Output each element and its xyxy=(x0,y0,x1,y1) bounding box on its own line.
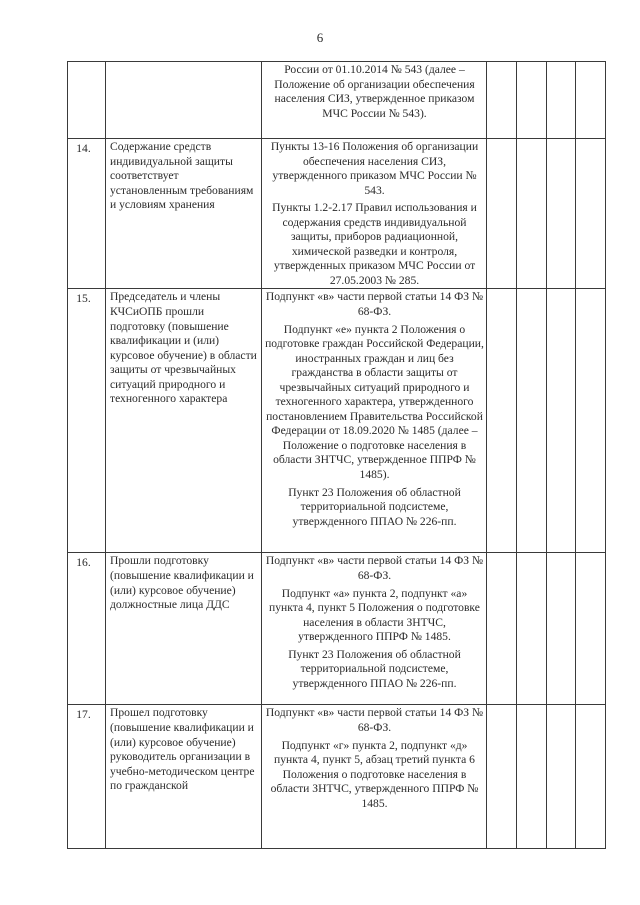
mark-cell[interactable] xyxy=(487,553,517,705)
checklist-table xyxy=(67,61,606,849)
references-cell xyxy=(262,139,487,289)
mark-cell[interactable] xyxy=(516,705,546,849)
mark-cell[interactable] xyxy=(576,289,606,553)
mark-cell[interactable] xyxy=(487,62,517,139)
mark-cell[interactable] xyxy=(576,62,606,139)
requirement-cell: Прошел подготовку (повышение квалификации и (или) курсовое обучение) руководитель организации в учебно-методическом центре по гражданской xyxy=(106,705,262,849)
reference-paragraph: Подпункт «г» пункта 2, подпункт «д» пункта 4, пункт 5, абзац третий пункта 6 Положения о подготовке населения в области ЗНТЧС, утвержденного ППРФ № 1485. xyxy=(270,738,479,810)
references-cell xyxy=(262,62,487,139)
row-number-cell: 17. xyxy=(68,705,106,849)
references-cell xyxy=(262,553,487,705)
mark-cell[interactable] xyxy=(546,62,576,139)
mark-cell[interactable] xyxy=(546,553,576,705)
mark-cell[interactable] xyxy=(576,553,606,705)
reference-paragraph: Пункт 23 Положения об областной территориальной подсистеме, утвержденного ППАО № 226-пп. xyxy=(288,647,461,690)
mark-cell[interactable] xyxy=(546,289,576,553)
table-row xyxy=(68,139,606,289)
table-row xyxy=(68,553,606,705)
table-row xyxy=(68,705,606,849)
reference-paragraph: Пункты 13-16 Положения об организации обеспечения населения СИЗ, утвержденного приказом МЧС России № 543. xyxy=(270,140,479,197)
requirement-cell: Председатель и члены КЧСиОПБ прошли подготовку (повышение квалификации и (или) курсовое обучение) в области защиты от чрезвычайных ситуаций природного и техногенного характера xyxy=(106,289,262,553)
row-number-cell: 16. xyxy=(68,553,106,705)
table-row xyxy=(68,289,606,553)
reference-paragraph: Подпункт «е» пункта 2 Положения о подготовке граждан Российской Федерации, иностранных граждан и лиц без гражданства в области защиты от чрезвычайных ситуаций природного и техногенного характера, утвержденного постановлением Правительства Российской Федерации от 18.09.2020 № 1485 (далее – Положение о подготовке населения в области ЗНТЧС, утвержденное ППРФ № 1485). xyxy=(265,322,484,482)
row-number-cell xyxy=(68,62,106,139)
mark-cell[interactable] xyxy=(487,289,517,553)
reference-paragraph: Пункты 1.2-2.17 Правил использования и содержания средств индивидуальной защиты, приборов радиационной, химической разведки и контроля, утвержденных приказом МЧС России от 27.05.2003 № 285. xyxy=(272,201,477,287)
table-row xyxy=(68,62,606,139)
requirement-cell: Содержание средств индивидуальной защиты соответствует установленным требованиям и условиям хранения xyxy=(106,139,262,289)
references-cell xyxy=(262,705,487,849)
mark-cell[interactable] xyxy=(516,62,546,139)
mark-cell[interactable] xyxy=(546,705,576,849)
requirement-cell xyxy=(106,62,262,139)
reference-paragraph: Подпункт «в» части первой статьи 14 ФЗ № 68-ФЗ. xyxy=(265,290,484,319)
reference-paragraph: Подпункт «в» части первой статьи 14 ФЗ № 68-ФЗ. xyxy=(265,706,484,735)
row-number-cell: 15. xyxy=(68,289,106,553)
references-cell xyxy=(262,289,487,553)
reference-paragraph: России от 01.10.2014 № 543 (далее – Положение об организации обеспечения населения СИЗ, утвержденное приказом МЧС России № 543). xyxy=(274,63,475,120)
reference-paragraph: Подпункт «в» части первой статьи 14 ФЗ № 68-ФЗ. xyxy=(265,554,484,583)
reference-paragraph: Пункт 23 Положения об областной территориальной подсистеме, утвержденного ППАО № 226-пп. xyxy=(288,485,461,528)
mark-cell[interactable] xyxy=(546,139,576,289)
mark-cell[interactable] xyxy=(516,139,546,289)
mark-cell[interactable] xyxy=(516,289,546,553)
reference-paragraph: Подпункт «а» пункта 2, подпункт «а» пункта 4, пункт 5 Положения о подготовке населения в области ЗНТЧС, утвержденного ППРФ № 1485. xyxy=(269,586,480,644)
page-number: 6 xyxy=(316,30,324,45)
mark-cell[interactable] xyxy=(487,139,517,289)
mark-cell[interactable] xyxy=(576,705,606,849)
mark-cell[interactable] xyxy=(516,553,546,705)
row-number-cell: 14. xyxy=(68,139,106,289)
mark-cell[interactable] xyxy=(576,139,606,289)
requirement-cell: Прошли подготовку (повышение квалификации и (или) курсовое обучение) должностные лица ДДС xyxy=(106,553,262,705)
mark-cell[interactable] xyxy=(487,705,517,849)
